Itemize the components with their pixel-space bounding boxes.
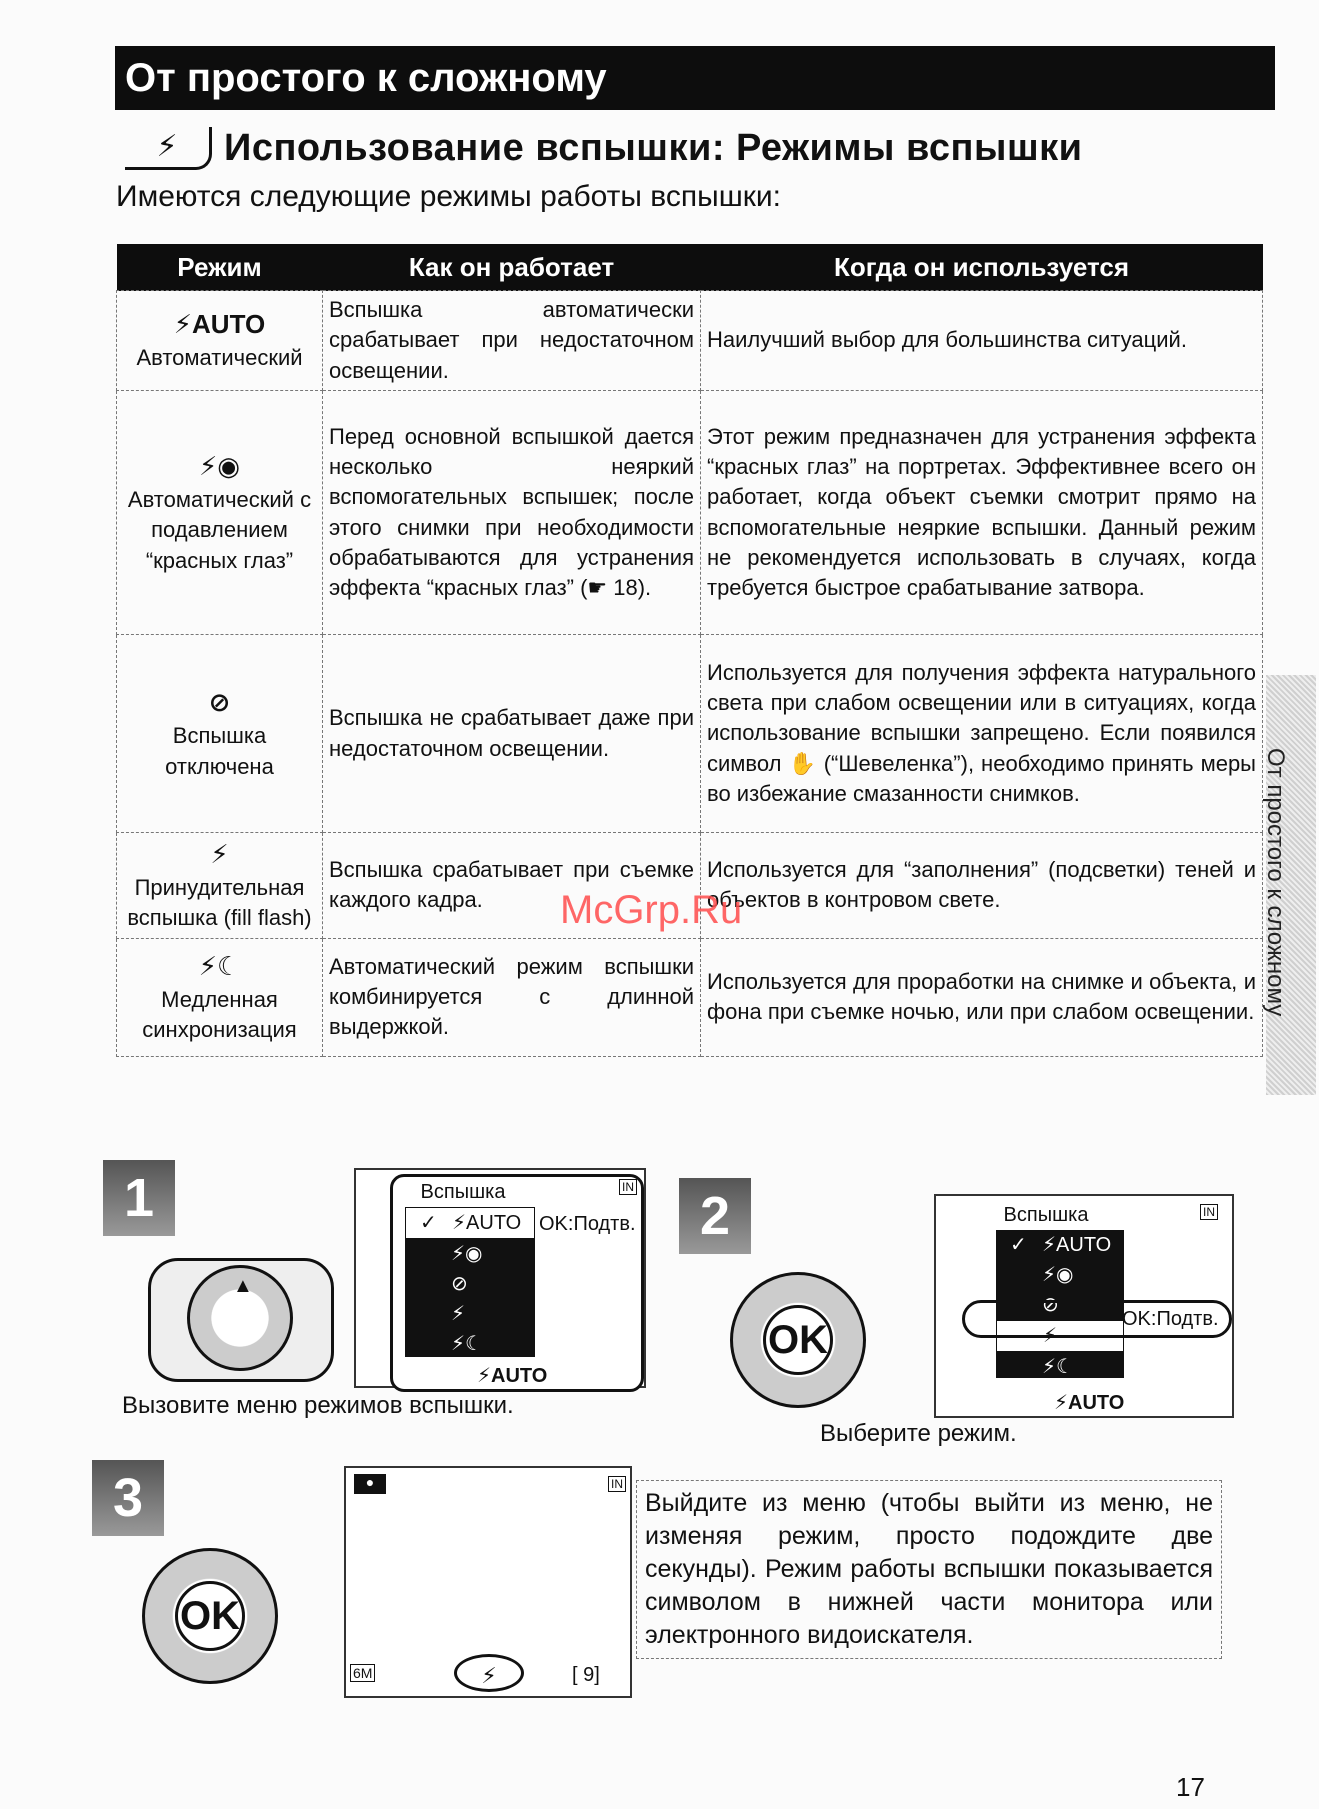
flash-auto-indicator: ⚡AUTO <box>1054 1392 1125 1414</box>
step-3-monitor <box>344 1466 632 1698</box>
table-row <box>117 635 1263 833</box>
flash-off-icon: ⊘ <box>208 687 231 718</box>
mode-name: Автоматический с подавлением “красных глаз” <box>127 486 312 573</box>
how-cell: Перед основной вспышкой дается несколько неяркий вспомогательных вспышек; после этого снимки при необходимости обрабатываются для устранения эффекта “красных глаз” (☛ 18). <box>323 391 701 635</box>
ok-hint: OK:Подтв. <box>1122 1308 1219 1330</box>
flash-auto-indicator: ⚡AUTO <box>477 1365 548 1387</box>
step-3-badge: 3 <box>92 1460 164 1536</box>
menu-item-auto[interactable]: ✓ ⚡AUTO <box>405 1207 535 1239</box>
camera-back-illustration <box>148 1258 334 1382</box>
fill-flash-icon: ⚡ <box>210 839 229 870</box>
when-cell: Используется для “заполнения” (подсветки) теней и объектов в контровом свете. <box>701 833 1263 939</box>
ok-hint: OK:Подтв. <box>539 1213 636 1235</box>
internal-memory-icon: IN <box>619 1179 637 1195</box>
when-cell: Используется для получения эффекта натурального света при слабом освещении или в ситуациях, когда использование вспышки запрещено. Если появился символ ✋ (“Шевеленка”), необходимо принять меры во избежание смазанности снимков. <box>701 635 1263 833</box>
mode-name: Медленная синхронизация <box>142 986 297 1043</box>
multi-selector-icon <box>142 1548 278 1684</box>
column-header-mode: Режим <box>117 244 323 291</box>
menu-item-off[interactable]: ⊘ <box>451 1273 468 1295</box>
flash-mode-menu <box>405 1207 535 1357</box>
check-icon: ✓ <box>1010 1234 1027 1256</box>
table-row <box>117 391 1263 635</box>
flash-icon: ⚡ <box>125 127 212 170</box>
image-size-badge: 6M <box>350 1664 375 1682</box>
menu-item-slow-sync[interactable]: ⚡☾ <box>1042 1356 1074 1378</box>
arrow-up-icon: ▲ <box>233 1275 253 1297</box>
table-row <box>117 938 1263 1056</box>
flash-modes-table <box>116 244 1263 1057</box>
menu-item-fill[interactable]: ⚡ <box>996 1320 1124 1352</box>
how-cell: Автоматический режим вспышки комбинируется с длинной выдержкой. <box>323 938 701 1056</box>
camera-mode-icon: ● <box>354 1474 386 1494</box>
check-icon: ✓ <box>420 1212 437 1234</box>
how-cell: Вспышка не срабатывает даже при недостаточном освещении. <box>323 635 701 833</box>
watermark: McGrp.Ru <box>560 888 743 932</box>
menu-item-red-eye[interactable]: ⚡◉ <box>1042 1264 1074 1286</box>
when-cell: Используется для проработки на снимке и объекта, и фона при съемке ночью, или при слабом освещении. <box>701 938 1263 1056</box>
frames-remaining: [ 9] <box>572 1664 600 1686</box>
mode-cell <box>117 635 323 833</box>
side-tab-text: От простого к сложному <box>1262 748 1289 1017</box>
mode-name: Принудительная вспышка (fill flash) <box>127 874 312 931</box>
section-title <box>125 120 1083 176</box>
mode-cell <box>117 291 323 391</box>
column-header-how: Как он работает <box>323 244 701 291</box>
page-title: Использование вспышки: Режимы вспышки <box>224 126 1083 169</box>
page-number: 17 <box>1176 1772 1205 1802</box>
ok-button[interactable]: OK <box>763 1305 833 1375</box>
red-eye-reduction-icon: ⚡◉ <box>199 451 240 482</box>
menu-title: Вспышка <box>1003 1204 1089 1226</box>
intro-text: Имеются следующие режимы работы вспышки: <box>116 180 781 213</box>
menu-item-off[interactable]: ⊘ <box>1042 1294 1059 1316</box>
step-1-caption: Вызовите меню режимов вспышки. <box>122 1392 514 1419</box>
section-banner: От простого к сложному <box>115 46 1275 110</box>
step-2-monitor <box>934 1194 1234 1418</box>
menu-title: Вспышка <box>420 1181 506 1203</box>
mode-cell <box>117 938 323 1056</box>
column-header-when: Когда он используется <box>701 244 1263 291</box>
mode-name: Автоматический <box>136 345 303 371</box>
slow-sync-icon: ⚡☾ <box>198 950 241 981</box>
when-cell: Этот режим предназначен для устранения эффекта “красных глаз” на портретах. Эффективнее всего он работает, когда объект съемки смотрит прямо на вспомогательные неяркие вспышки. Данный режим не рекомендуется использовать в случаях, когда требуется быстрое срабатывание затвора. <box>701 391 1263 635</box>
step-1-badge: 1 <box>103 1160 175 1236</box>
mode-name: Вспышка отключена <box>165 723 274 779</box>
mode-cell <box>117 391 323 635</box>
menu-item-red-eye[interactable]: ⚡◉ <box>451 1243 483 1265</box>
when-cell: Наилучший выбор для большинства ситуаций. <box>701 291 1263 391</box>
step-1-menu-callout <box>390 1174 644 1392</box>
internal-memory-icon: IN <box>1200 1204 1218 1220</box>
step-2-badge: 2 <box>679 1178 751 1254</box>
ok-button[interactable]: OK <box>175 1581 245 1651</box>
step-2-caption: Выберите режим. <box>820 1420 1017 1447</box>
menu-item-auto[interactable]: ✓ ⚡AUTO <box>996 1230 1124 1260</box>
flash-auto-icon: ⚡AUTO <box>173 309 266 340</box>
menu-item-fill[interactable]: ⚡ <box>451 1303 466 1325</box>
multi-selector-icon <box>730 1272 866 1408</box>
step-3-instruction: Выйдите из меню (чтобы выйти из меню, не изменяя режим, просто подождите две секунды). Режим работы вспышки показывается символом в нижней части монитора или электронного видоискателя. <box>636 1480 1222 1659</box>
how-cell: Вспышка срабатывает при съемке каждого кадра. <box>323 833 701 939</box>
how-cell: Вспышка автоматически срабатывает при недостаточном освещении. <box>323 291 701 391</box>
mode-cell <box>117 833 323 939</box>
table-row <box>117 291 1263 391</box>
internal-memory-icon: IN <box>608 1476 626 1492</box>
flash-mode-indicator-icon: ⚡ <box>454 1654 524 1692</box>
menu-item-slow-sync[interactable]: ⚡☾ <box>451 1333 483 1355</box>
